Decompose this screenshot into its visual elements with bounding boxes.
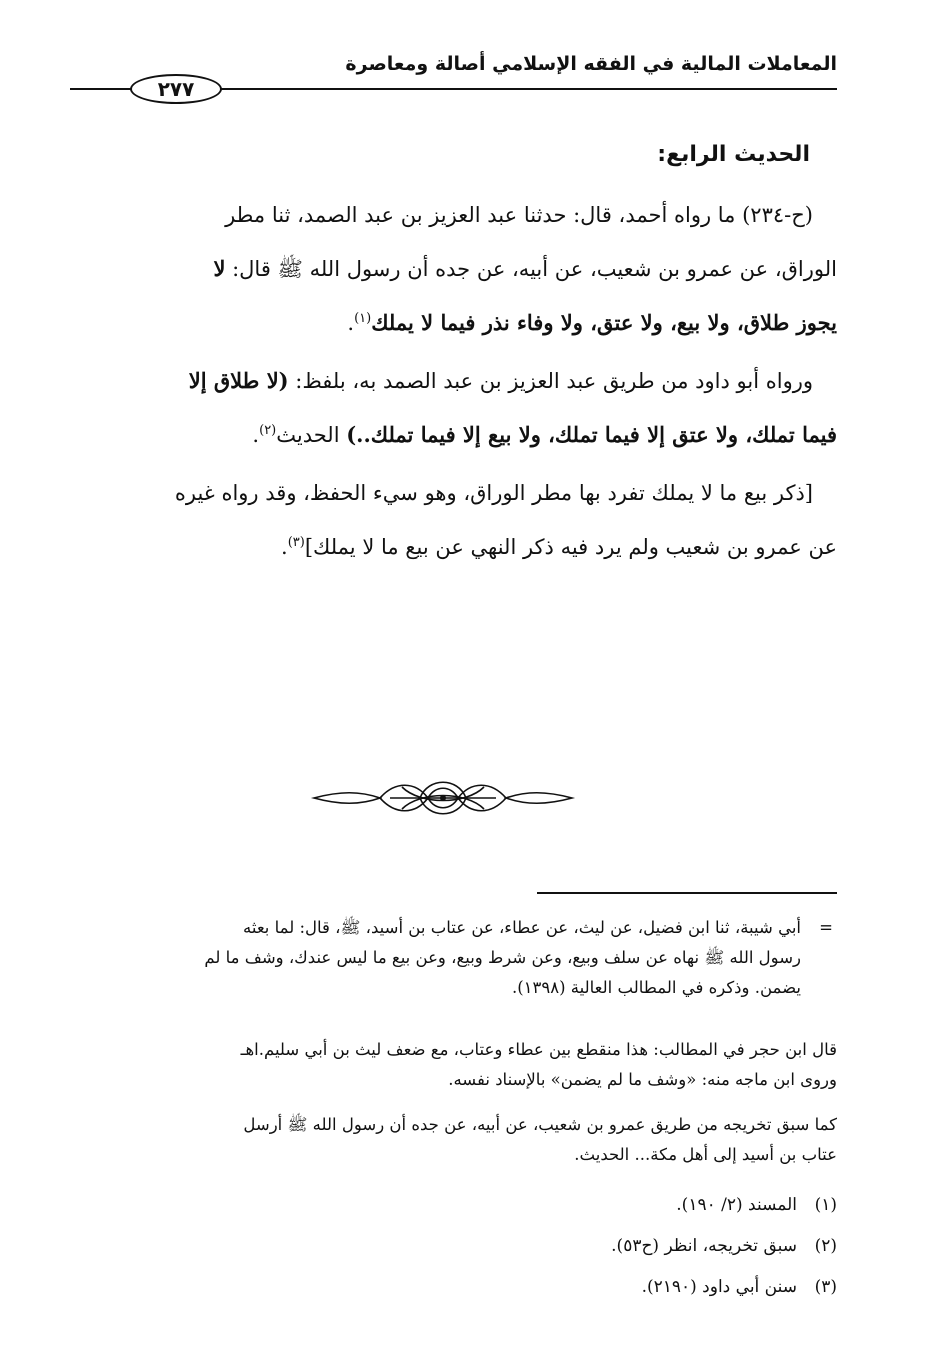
page-number: ٢٧٧	[130, 74, 222, 104]
footnote-also	[69, 1110, 837, 1170]
footnote-continuation	[69, 913, 837, 1003]
footnote-note	[69, 1035, 837, 1095]
bold-text: يجوز طلاق، ولا بيع، ولا عتق، ولا وفاء نذر فيما لا يملك	[371, 310, 837, 335]
footnote-number: (٢)	[814, 1236, 837, 1256]
paragraph-line	[69, 354, 837, 408]
footnote-line: أبي شيبة، ثنا ابن فضيل، عن ليث، عن عطاء، عن عتاب بن أسيد، ﷺ، قال: لما بعثه	[243, 918, 801, 937]
footnote-rule	[537, 892, 837, 894]
commentary-paragraph	[69, 466, 837, 574]
plain-text: .	[347, 311, 355, 335]
footnote-ref[interactable]: (٢)	[259, 423, 277, 438]
plain-text: الحديث	[276, 423, 347, 447]
paragraph-line: (ح-٢٣٤) ما رواه أحمد، قال: حدثنا عبد العزيز بن عبد الصمد، ثنا مطر	[225, 203, 813, 227]
footnote-item	[69, 1270, 837, 1304]
footnote-text: سبق تخريجه، انظر (ح٥٣).	[611, 1236, 797, 1256]
paragraph-line: [ذكر بيع ما لا يملك تفرد بها مطر الوراق، وهو سيء الحفظ، وقد رواه غيره	[174, 481, 813, 505]
paragraph-line	[69, 242, 837, 296]
bold-text: (لا طلاق إلا	[188, 368, 289, 393]
footnote-line: كما سبق تخريجه من طريق عمرو بن شعيب، عن أبيه، عن جده أن رسول الله ﷺ أرسل	[243, 1115, 837, 1134]
footnote-ref[interactable]: (٣)	[287, 535, 305, 550]
footnote-number: (١)	[814, 1195, 837, 1215]
plain-text: .	[281, 535, 288, 559]
section-title: الحديث الرابع:	[657, 142, 810, 167]
ornament-divider-icon	[310, 775, 576, 821]
footnote-line: يضمن. وذكره في المطالب العالية (١٣٩٨).	[511, 978, 801, 997]
bold-text: فيما تملك، ولا عتق إلا فيما تملك، ولا بيع إلا فيما تملك..)	[346, 422, 837, 447]
continuation-marker: =	[819, 918, 833, 937]
footnote-line: وروى ابن ماجه منه: «وشف ما لم يضمن» بالإسناد نفسه.	[448, 1070, 837, 1089]
footnote-item	[69, 1188, 837, 1222]
footnote-line: عتاب بن أسيد إلى أهل مكة... الحديث.	[574, 1145, 837, 1164]
footnote-text: المسند (٢/ ١٩٠).	[676, 1195, 797, 1215]
footnote-ref[interactable]: (١)	[354, 311, 372, 326]
footnote-continuation-body	[69, 913, 801, 1003]
bold-text: لا	[213, 256, 226, 281]
footnote-item	[69, 1229, 837, 1263]
plain-text: .	[252, 423, 260, 447]
plain-text: الوراق، عن عمرو بن شعيب، عن أبيه، عن جده أن رسول الله ﷺ قال:	[225, 257, 837, 281]
footnote-number: (٣)	[814, 1277, 837, 1297]
footnote-text: سنن أبي داود (٢١٩٠).	[641, 1277, 797, 1297]
paragraph-line	[69, 520, 837, 574]
footnote-line: قال ابن حجر في المطالب: هذا منقطع بين عطاء وعتاب، مع ضعف ليث بن أبي سليم.اهـ	[240, 1040, 837, 1059]
plain-text: عن عمرو بن شعيب ولم يرد فيه ذكر النهي عن بيع ما لا يملك]	[304, 535, 837, 559]
paragraph-line	[69, 408, 837, 462]
footnote-line: رسول الله ﷺ نهاه عن سلف وبيع، وعن شرط وبيع، وعن بيع ما ليس عندك، وشف ما لم	[204, 948, 801, 967]
hadith-paragraph-2	[69, 354, 837, 462]
plain-text: ورواه أبو داود من طريق عبد العزيز بن عبد الصمد به، بلفظ:	[288, 369, 813, 393]
hadith-paragraph-1	[69, 188, 837, 350]
running-title: المعاملات المالية في الفقه الإسلامي أصالة ومعاصرة	[345, 53, 837, 75]
paragraph-line	[69, 296, 837, 350]
